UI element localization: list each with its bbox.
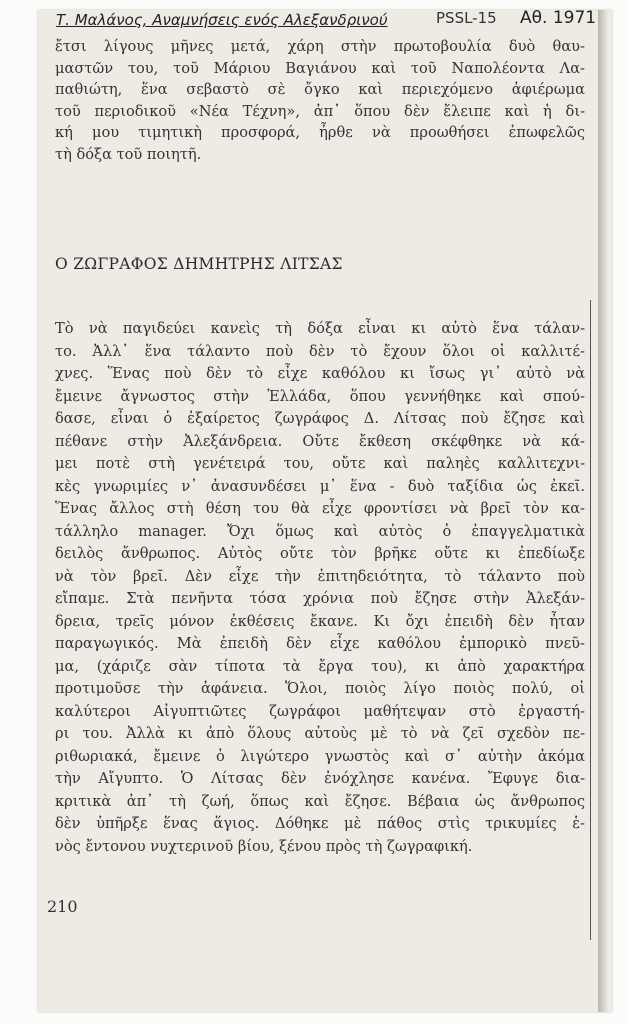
text-line: κή μου τιμητικὴ προσφορά, ἦρθε νὰ προωθήσει ἐπωφελῶς	[55, 124, 585, 142]
text-line: δασε, εἶναι ὁ ἐξαίρετος ζωγράφος Δ. Λίτσας ποὺ ἔζησε καὶ	[55, 410, 585, 427]
text-line: παραγωγικός. Μὰ ἐπειδὴ δὲν εἶχε καθόλου ἐμπορικὸ πνεῦ-	[55, 635, 585, 652]
text-line: ριθωριακά, ἔμεινε ὁ λιγώτερο γνωστὸς καὶ σ᾿ αὐτὴν ἀκόμα	[55, 747, 585, 765]
section-title: Ο ΖΩΓΡΑΦΟΣ ΔΗΜΗΤΡΗΣ ΛΙΤΣΑΣ	[55, 255, 343, 273]
text-line: ἔτσι λίγους μῆνες μετά, χάρη στὴν πρωτοβουλία δυὸ θαυ-	[55, 38, 585, 55]
text-line: τὴ δόξα τοῦ ποιητῆ.	[55, 145, 202, 163]
text-line: κὲς γνωριμίες ν᾿ ἀνασυνδέσει μ᾿ ἕνα - δυὸ ταξίδια ὡς ἐκεῖ.	[55, 477, 585, 495]
intro-paragraph	[55, 36, 585, 166]
text-line: νὰ τὸν βρεῖ. Δὲν εἶχε τὴν ἐπιτηδειότητα, τὸ τάλαντο ποὺ	[55, 567, 585, 585]
text-line: Τὸ νὰ παγιδεύει κανεὶς τὴ δόξα εἶναι κι αὐτὸ ἕνα τάλαν-	[55, 320, 585, 337]
handwritten-citation-text: Τ. Μαλάνος, Αναμνήσεις ενός Αλεξανδρινού	[56, 11, 388, 29]
margin-line	[590, 300, 591, 940]
text-line: μα, (χάριζε σὰν τίποτα τὰ ἔργα του), κι ἀπὸ χαρακτήρα	[55, 657, 585, 675]
text-line: Ἕνας ἄλλος στὴ θέση του θὰ εἶχε φροντίσει νὰ βρεῖ τὸν κα-	[55, 500, 585, 517]
text-line: προτιμοῦσε τὴν ἀφάνεια. Ὅλοι, ποιὸς λίγο ποιὸς πολύ, οἱ	[55, 680, 585, 697]
page-number: 210	[47, 897, 78, 916]
text-line: δρεια, τρεῖς μόνον ἐκθέσεις ἔκανε. Κι ὄχι ἐπειδὴ δὲν ἦταν	[55, 612, 585, 630]
text-line: τοῦ περιοδικοῦ «Νέα Τέχνη», ἀπ᾿ ὅπου δὲν ἔλειπε καὶ ἡ δι-	[55, 102, 585, 120]
text-line: παθιώτη, ἕνα σεβαστὸ σὲ ὄγκο καὶ περιεχόμενο ἀφιέρωμα	[55, 81, 585, 99]
text-line: χνες. Ἕνας ποὺ δὲν τὸ εἶχε καθόλου κι ἴσως γι᾿ αὐτὸ νὰ	[55, 365, 585, 382]
text-line: κριτικὰ ἀπ᾿ τὴ ζωή, ὅπως καὶ ἔζησε. Βέβαια ὡς ἄνθρωπος	[55, 792, 585, 810]
handwritten-date: Αθ. 1971	[520, 8, 597, 28]
paper-right-edge	[598, 10, 608, 1012]
handwritten-citation	[56, 11, 388, 29]
text-line: το. Ἀλλ᾿ ἕνα τάλαντο ποὺ δὲν τὸ ἔχουν ὅλοι οἱ καλλιτέ-	[55, 342, 585, 360]
text-line: δὲν ὑπῆρξε ἕνας ἅγιος. Δόθηκε μὲ πάθος στὶς τρικυμίες ἑ-	[55, 815, 585, 832]
text-line: τὴν Αἴγυπτο. Ὁ Λίτσας δὲν ἐνόχλησε κανένα. Ἔφυγε δια-	[55, 770, 585, 787]
text-line: μαστῶν του, τοῦ Μάριου Βαγιάνου καὶ τοῦ Ναπολέοντα Λα-	[55, 59, 585, 77]
text-line: δειλὸς ἄνθρωπος. Αὐτὸς οὔτε τὸν βρῆκε οὔτε κι ἐπεδίωξε	[55, 545, 585, 562]
text-line: ἔμεινε ἄγνωστος στὴν Ἑλλάδα, ὅπου γεννήθηκε καὶ σπού-	[55, 387, 585, 405]
handwritten-reference: PSSL-15	[436, 9, 497, 27]
text-line: νὸς ἔντονου νυχτερινοῦ βίου, ξένου πρὸς τὴ ζωγραφική.	[55, 837, 473, 855]
text-line: τάλληλο manager. Ὄχι ὅμως καὶ αὐτὸς ὁ ἐπαγγελματικὰ	[55, 522, 585, 540]
body-paragraph	[55, 318, 585, 858]
text-line: εἴπαμε. Στὰ πενῆντα τόσα χρόνια ποὺ ἔζησε στὴν Ἀλεξάν-	[55, 590, 585, 607]
text-line: πέθανε στὴν Ἀλεξάνδρεια. Οὔτε ἔκθεση σκέφθηκε νὰ κά-	[55, 432, 585, 450]
text-line: μει ποτὲ στὴ γενέτειρά του, οὔτε καὶ παληὲς καλλιτεχνι-	[55, 455, 585, 472]
text-line: καλύτεροι Αἰγυπτιῶτες ζωγράφοι μαθήτεψαν στὸ ἐργαστή-	[55, 702, 585, 720]
text-line: ρι του. Ἀλλὰ κι ἀπὸ ὅλους αὐτοὺς μὲ τὸ νὰ ζεῖ σχεδὸν πε-	[55, 725, 585, 742]
